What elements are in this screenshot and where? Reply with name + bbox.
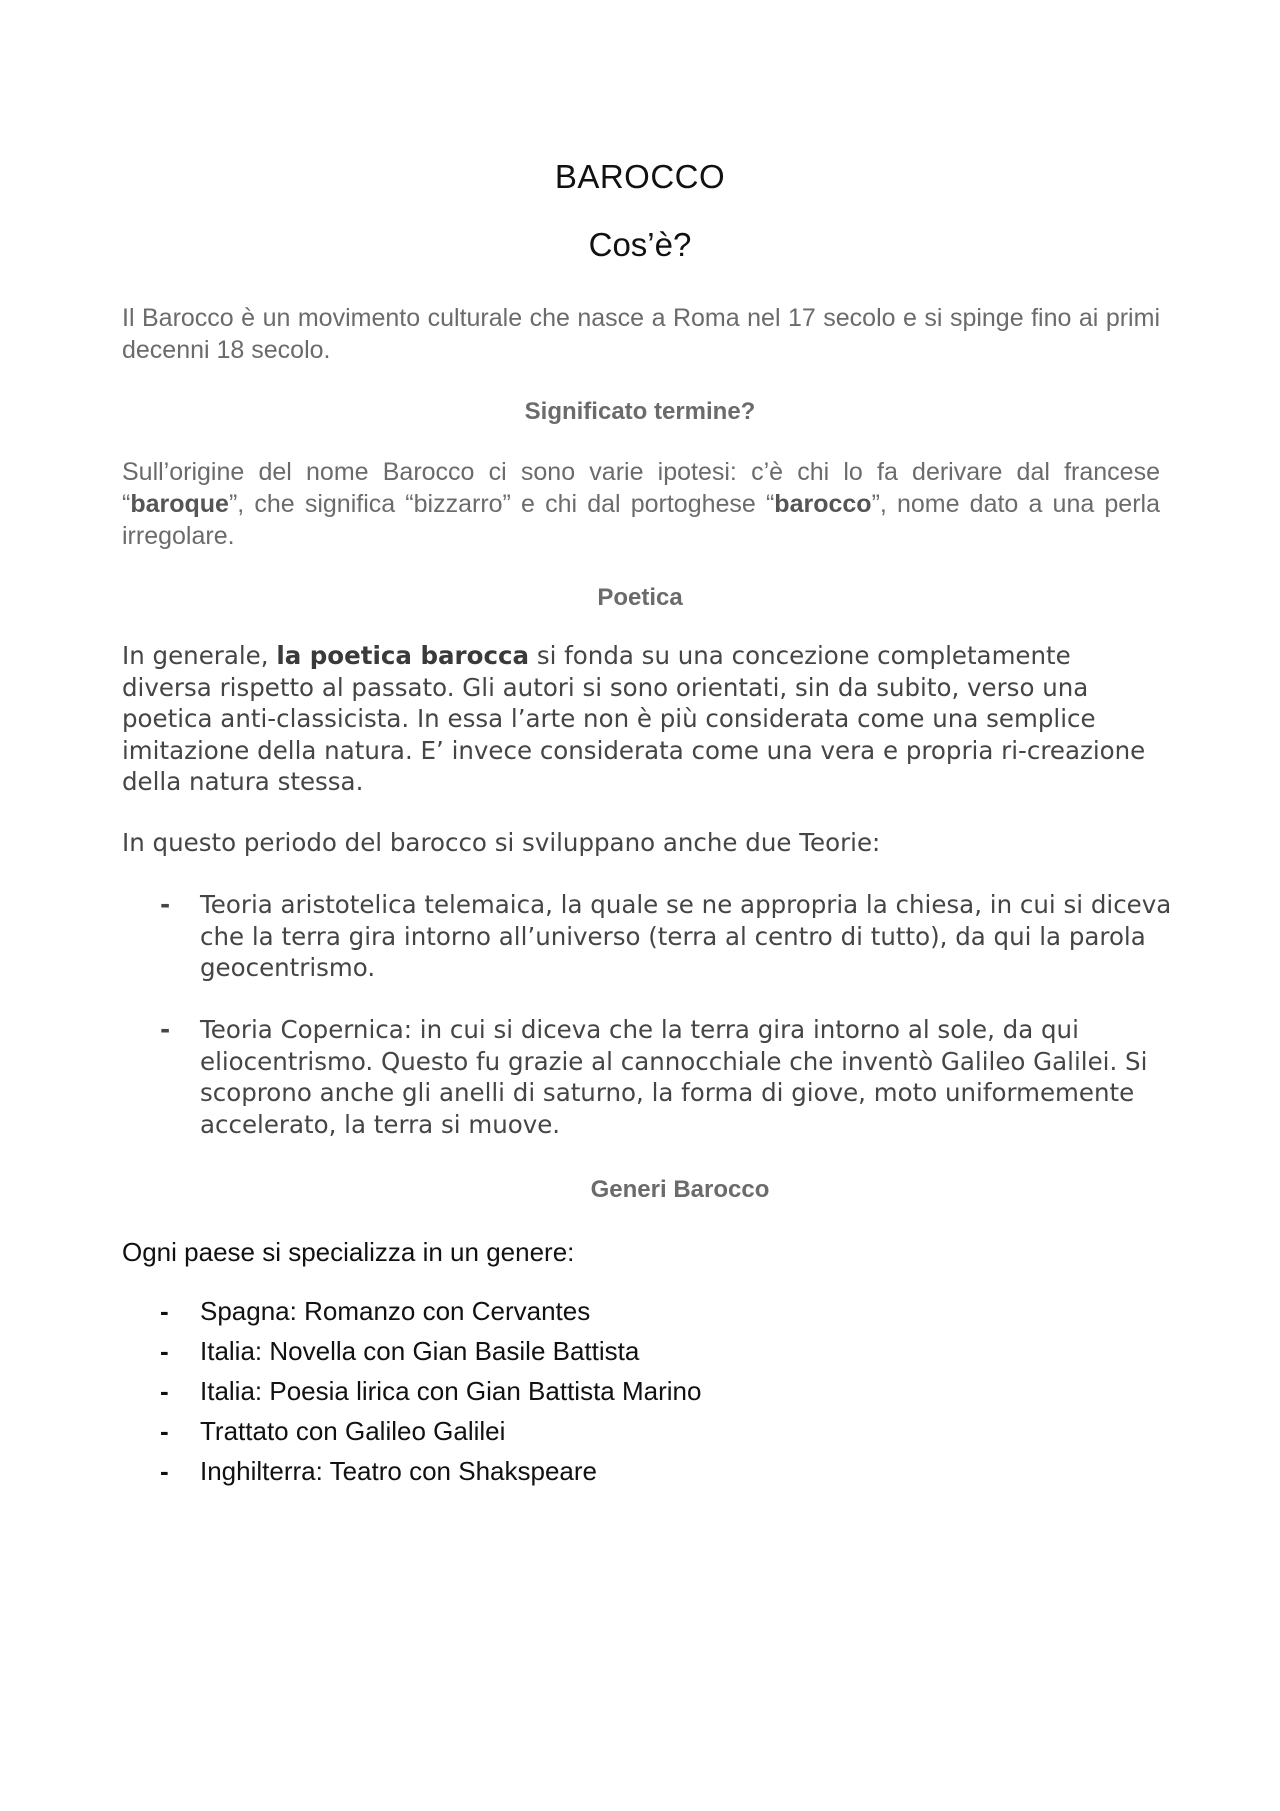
term-baroque: baroque <box>130 490 229 518</box>
heading-significato: Significato termine? <box>524 398 756 425</box>
significato-paragraph: Sull’origine del nome Barocco ci sono varie ipotesi: c’è chi lo fa derivare dal francese “baroque”, che significa “bizzarro” e chi dal portoghese “barocco”, nome dato a una perla irregolare. <box>122 458 1160 550</box>
heading-generi: Generi Barocco <box>590 1176 770 1203</box>
generi-intro: Ogni paese si specializza in un genere: <box>122 1237 575 1267</box>
teorie-list-2 <box>122 1014 1200 1140</box>
poetica-paragraph: In generale, la poetica barocca si fonda su una concezione completamente diversa rispetto al passato. Gli autori si sono orientati, sin da subito, verso una poetica anti-classicista. In essa l’arte non è più considerata come una semplice imitazione della natura. E’ invece considerata come una vera e propria ri-creazione della natura stessa. <box>122 641 1146 796</box>
bullet-dash: - <box>160 1296 169 1326</box>
heading-poetica: Poetica <box>597 584 683 611</box>
bullet-dash: - <box>160 890 171 919</box>
page-title: BAROCCO <box>554 158 726 195</box>
list-item: - Italia: Novella con Gian Basile Battista <box>122 1331 701 1371</box>
list-item: - Inghilterra: Teatro con Shakspeare <box>122 1451 701 1491</box>
bullet-dash: - <box>160 1015 171 1044</box>
bullet-dash: - <box>160 1456 169 1486</box>
generi-list <box>122 1291 701 1491</box>
page-subtitle: Cos’è? <box>588 226 692 263</box>
teorie-list <box>122 889 1200 984</box>
list-item: - Trattato con Galileo Galilei <box>122 1411 701 1451</box>
term-poetica-barocca: la poetica barocca <box>276 641 530 670</box>
list-item: - Spagna: Romanzo con Cervantes <box>122 1291 701 1331</box>
bullet-dash: - <box>160 1376 169 1406</box>
bullet-dash: - <box>160 1416 169 1446</box>
bullet-dash: - <box>160 1336 169 1366</box>
list-item: - Teoria Copernica: in cui si diceva che la terra gira intorno al sole, da qui eliocentrismo. Questo fu grazie al cannocchiale che inventò Galileo Galilei. Si scoprono anche gli anelli di saturno, la forma di giove, moto uniformemente accelerato, la terra si muove. <box>160 1015 1148 1139</box>
list-item: - Italia: Poesia lirica con Gian Battista Marino <box>122 1371 701 1411</box>
list-item: - Teoria aristotelica telemaica, la quale se ne appropria la chiesa, in cui si diceva che la terra gira intorno all’universo (terra al centro di tutto), da qui la parola geocentrismo. <box>160 890 1172 982</box>
term-barocco: barocco <box>774 490 872 518</box>
intro-paragraph: Il Barocco è un movimento culturale che nasce a Roma nel 17 secolo e si spinge fino ai primi decenni 18 secolo. <box>122 304 1160 364</box>
teorie-intro: In questo periodo del barocco si sviluppano anche due Teorie: <box>122 828 881 857</box>
